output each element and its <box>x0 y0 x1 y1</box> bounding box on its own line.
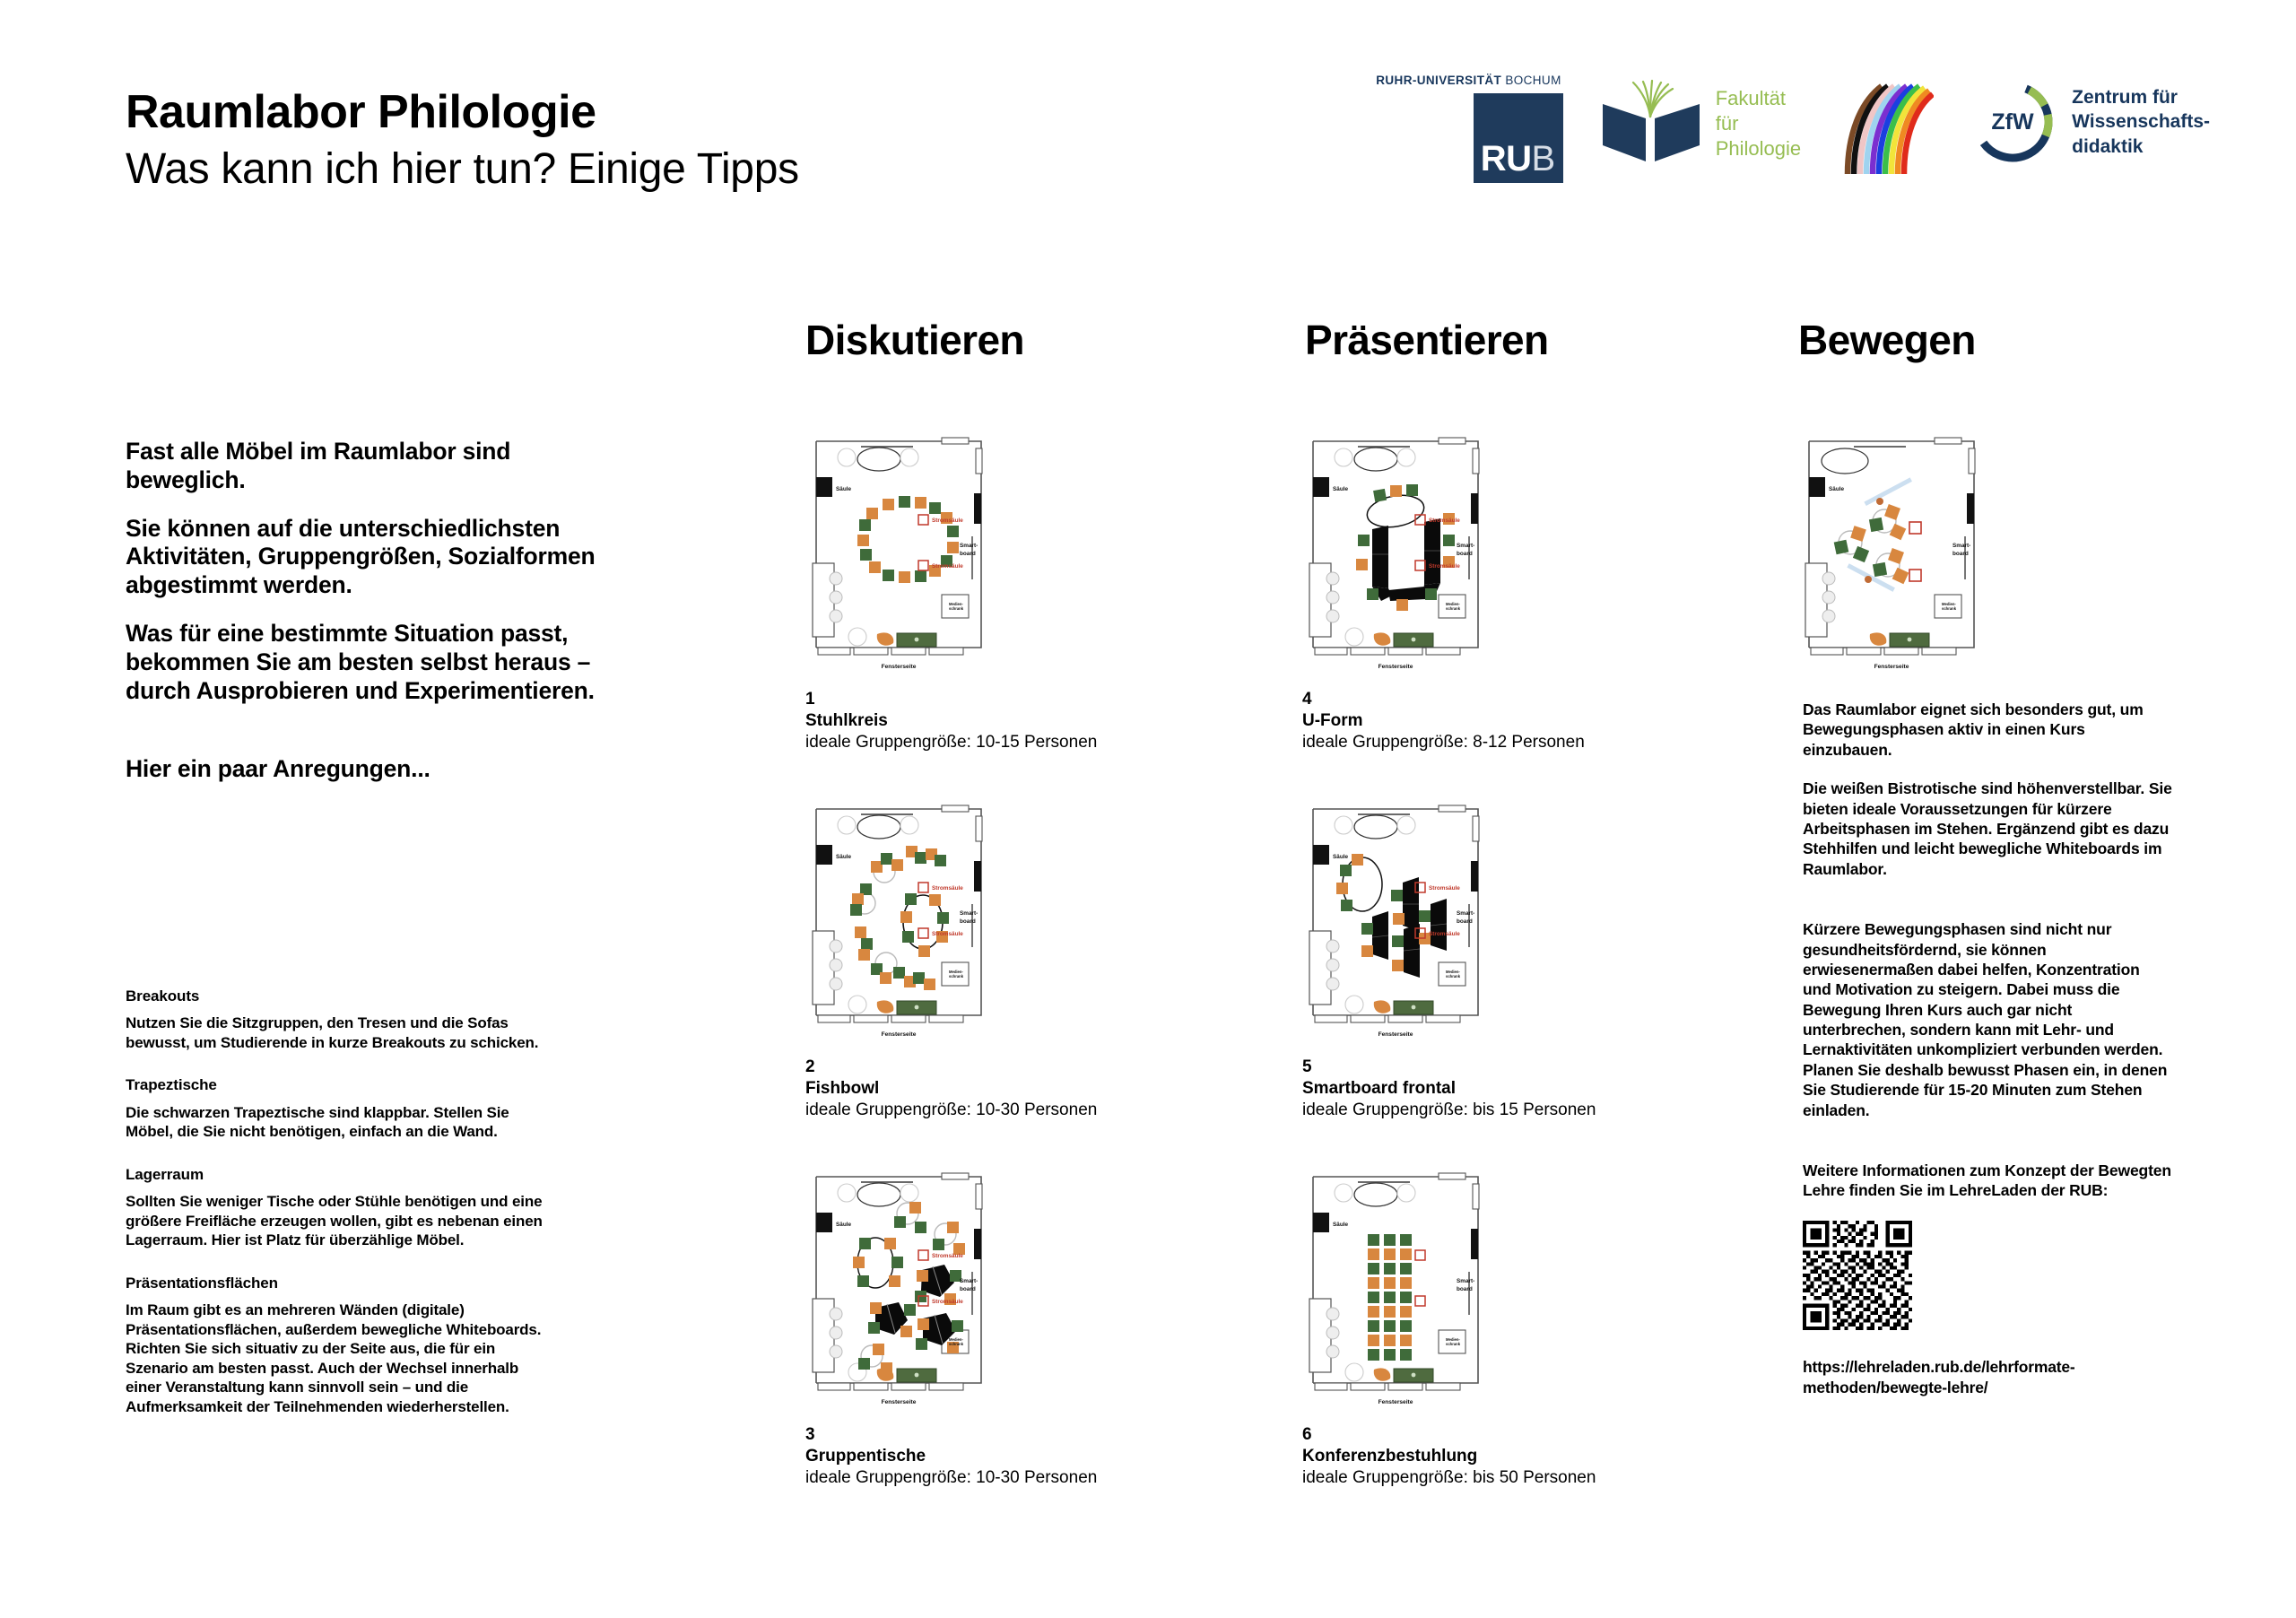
plan-caption-2 <box>805 1057 1097 1120</box>
plan-number-1: 1 <box>805 690 815 709</box>
plan-size-6: ideale Gruppengröße: bis 50 Personen <box>1302 1467 1596 1487</box>
whiteboard-1 <box>1864 477 1912 506</box>
page-title: Raumlabor Philologie <box>126 86 596 138</box>
rub-mark-text <box>1481 139 1555 179</box>
tip-heading-breakouts: Breakouts <box>126 987 200 1005</box>
plan-name-3: Gruppentische <box>805 1446 926 1466</box>
plan-name-1: Stuhlkreis <box>805 710 888 730</box>
plan-caption-4 <box>1302 689 1585 752</box>
bewegen-group <box>1834 477 1921 591</box>
zfw-ring-icon <box>1968 77 2057 167</box>
plan-card-3[interactable] <box>805 1164 1097 1488</box>
zfw-line-2: Wissenschafts- <box>2072 111 2210 133</box>
floorplan-u-form <box>1302 429 1510 680</box>
plan-number-5: 5 <box>1302 1057 1312 1076</box>
faculty-line-3: Philologie <box>1715 137 1802 161</box>
plan-number-3: 3 <box>805 1425 815 1444</box>
gruppentische-group <box>853 1202 965 1374</box>
floorplan-stuhlkreis <box>805 429 1013 680</box>
plan-name-4: U-Form <box>1302 710 1363 730</box>
plan-card-5[interactable] <box>1302 796 1596 1120</box>
plan-size-2: ideale Gruppengröße: 10-30 Personen <box>805 1100 1098 1119</box>
plan-card-4[interactable] <box>1302 429 1585 752</box>
plan-name-5: Smartboard frontal <box>1302 1078 1457 1098</box>
faculty-line-1: Fakultät <box>1715 86 1786 109</box>
plan-name-6: Konferenzbestuhlung <box>1302 1446 1478 1466</box>
faculty-logo-text <box>1716 86 1801 161</box>
plan-name-2: Fishbowl <box>805 1078 880 1098</box>
bewegen-spacer-1 <box>1803 898 2172 919</box>
page-title-block <box>126 86 799 194</box>
tip-body-praesentationsflaechen: Im Raum gibt es an mehreren Wänden (digitale) Präsentationsflächen, außerdem bewegliche Whiteboards. Richten Sie sich situativ zu der Seite aus, die für ein Szenario am besten passt. Auch der Wechsel innerhalb einer Veranstaltung kann sinnvoll sein – und die Aufmerksamkeit der Teilnehmenden wiederherstellen. <box>126 1301 542 1415</box>
plan-number-6: 6 <box>1302 1425 1312 1444</box>
column-heading-bewegen: Bewegen <box>1798 317 1976 363</box>
fishbowl-inner-group <box>900 893 949 957</box>
intro-paragraph-1: Fast alle Möbel im Raumlabor sind beweglich. <box>126 438 511 493</box>
floorplan-bewegen <box>1798 429 2006 680</box>
floorplan-konferenzbestuhlung <box>1302 1164 1510 1415</box>
plan-size-1: ideale Gruppengröße: 10-15 Personen <box>805 732 1098 752</box>
column-heading-praesentieren: Präsentieren <box>1305 317 1549 363</box>
tip-heading-lagerraum: Lagerraum <box>126 1165 204 1183</box>
smartboard-frontal-group <box>1336 854 1447 978</box>
plan-number-2: 2 <box>805 1057 815 1076</box>
rub-mark-box <box>1474 93 1563 183</box>
plan-caption-6 <box>1302 1424 1596 1488</box>
plan-number-4: 4 <box>1302 690 1312 709</box>
plan-caption-1 <box>805 689 1097 752</box>
rainbow-icon <box>1835 81 1934 184</box>
bewegen-paragraph-1: Das Raumlabor eignet sich besonders gut, um Bewegungsphasen aktiv in einen Kurs einzubauen. <box>1803 700 2144 759</box>
plan-size-5: ideale Gruppengröße: bis 15 Personen <box>1302 1100 1596 1119</box>
lehreladen-url[interactable]: https://lehreladen.rub.de/lehrformate-methoden/bewegte-lehre/ <box>1803 1357 2075 1396</box>
zfw-logo <box>1968 77 2210 167</box>
intro-paragraph-2: Sie können auf die unterschiedlichsten Aktivitäten, Gruppengrößen, Sozialformen abgestimmt werden. <box>126 514 596 599</box>
plan-size-4: ideale Gruppengröße: 8-12 Personen <box>1302 732 1585 752</box>
svg-text:ZfW: ZfW <box>1991 109 2034 135</box>
bewegen-text-column <box>1803 700 2172 1397</box>
plan-card-2[interactable] <box>805 796 1097 1120</box>
tip-body-trapeztische: Die schwarzen Trapeztische sind klappbar. Stellen Sie Möbel, die Sie nicht benötigen, einfach an die Wand. <box>126 1103 509 1141</box>
faculty-line-2: für <box>1715 111 1739 135</box>
intro-closing: Hier ein paar Anregungen... <box>126 755 430 783</box>
intro-column <box>126 438 610 804</box>
qr-code-block[interactable] <box>1803 1221 2172 1330</box>
tips-column <box>126 987 547 1440</box>
tip-heading-trapeztische: Trapeztische <box>126 1076 217 1094</box>
floorplan-smartboard-frontal <box>1302 796 1510 1048</box>
open-book-icon <box>1597 79 1705 169</box>
plan-card-6[interactable] <box>1302 1164 1596 1488</box>
floorplan-fishbowl <box>805 796 1013 1048</box>
rub-wordmark-bold: RUHR-UNIVERSITÄT <box>1376 74 1502 87</box>
rub-wordmark-light: BOCHUM <box>1505 74 1561 87</box>
bewegen-paragraph-3: Kürzere Bewegungsphasen sind nicht nur gesundheitsfördernd, sie können erwiesenermaßen dabei helfen, Konzentration und Motivation zu steigern. Dabei muss die Bewegung Ihren Kurs auch gar nicht unterbrechen, sondern kann mit Lehr- und Lernaktivitäten unkompliziert verbunden werden. Planen Sie deshalb bewusst Phasen ein, in denen Sie Studierende für 15-20 Minuten zum Stehen einladen. <box>1803 920 2168 1119</box>
tip-heading-praesentationsflaechen: Präsentationsflächen <box>126 1274 278 1292</box>
logo-bar <box>1376 74 2210 184</box>
zfw-line-1: Zentrum für <box>2072 87 2178 109</box>
bewegen-spacer-2 <box>1803 1139 2172 1161</box>
konferenz-rows-group <box>1368 1234 1412 1361</box>
floorplan-gruppentische <box>805 1164 1013 1415</box>
plan-caption-3 <box>805 1424 1097 1488</box>
plan-card-1[interactable] <box>805 429 1097 752</box>
rub-logo <box>1376 74 1562 183</box>
qr-code-icon[interactable] <box>1803 1221 1912 1330</box>
zfw-logo-text <box>2072 85 2210 159</box>
faculty-logo <box>1597 79 1801 169</box>
column-heading-diskutieren: Diskutieren <box>805 317 1024 363</box>
tip-body-breakouts: Nutzen Sie die Sitzgruppen, den Tresen und die Sofas bewusst, um Studierende in kurze Breakouts zu schicken. <box>126 1014 539 1051</box>
rub-mark-b: B <box>1531 139 1555 178</box>
plan-caption-5 <box>1302 1057 1596 1120</box>
rub-mark-ru: RU <box>1480 139 1532 178</box>
intro-spacer <box>126 725 610 755</box>
plan-size-3: ideale Gruppengröße: 10-30 Personen <box>805 1467 1098 1487</box>
page-subtitle: Was kann ich hier tun? Einige Tipps <box>126 145 799 194</box>
intro-paragraph-3: Was für eine bestimmte Situation passt, bekommen Sie am besten selbst heraus – durch Ausprobieren und Experimentieren. <box>126 619 595 704</box>
chair-circle-group <box>857 496 959 583</box>
bewegen-paragraph-2: Die weißen Bistrotische sind höhenverstellbar. Sie bieten ideale Voraussetzungen für kürzere Arbeitsphasen im Stehen. Ergänzend gibt es dazu Stehhilfen und leicht bewegliche Whiteboards im Raumlabor. <box>1803 779 2172 878</box>
u-form-group <box>1356 484 1455 611</box>
zfw-line-3: didaktik <box>2072 135 2144 157</box>
bewegen-paragraph-4: Weitere Informationen zum Konzept der Bewegten Lehre finden Sie im LehreLaden der RUB: <box>1803 1161 2171 1200</box>
tip-body-lagerraum: Sollten Sie weniger Tische oder Stühle benötigen und eine größere Freifläche erzeugen wollen, gibt es nebenan einen Lagerraum. Hier ist Platz für überzählige Möbel. <box>126 1193 543 1249</box>
rub-wordmark <box>1376 74 1561 87</box>
plan-card-bewegen[interactable] <box>1798 429 2006 680</box>
